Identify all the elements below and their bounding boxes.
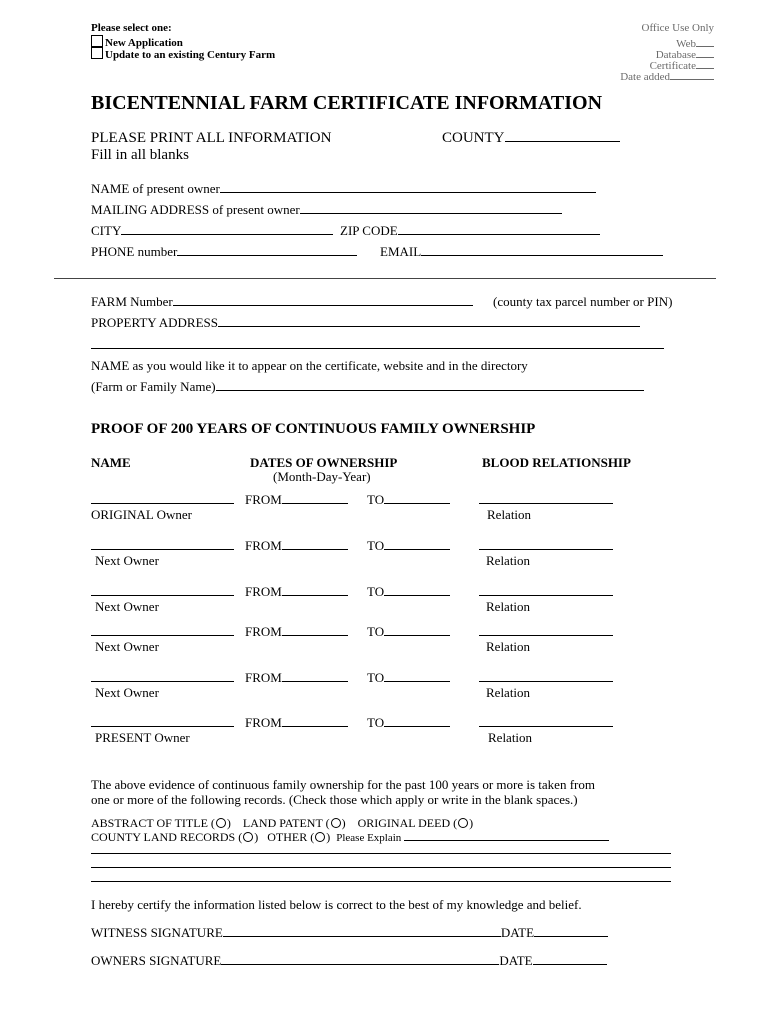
office-web: Web xyxy=(676,35,714,50)
from-field[interactable]: FROM xyxy=(245,492,348,508)
relation-line[interactable] xyxy=(479,670,613,686)
explain-line-2[interactable] xyxy=(91,867,671,868)
to-field[interactable]: TO xyxy=(367,538,450,554)
original-deed-label: ORIGINAL DEED ( xyxy=(357,816,458,830)
office-database: Database xyxy=(656,46,714,61)
to-field[interactable]: TO xyxy=(367,670,450,686)
office-date-added: Date added xyxy=(620,68,714,83)
property-address-field[interactable]: PROPERTY ADDRESS xyxy=(91,315,640,331)
county-field[interactable]: COUNTY xyxy=(442,130,620,147)
owner-name-line[interactable] xyxy=(91,538,234,554)
relation-label: Relation xyxy=(488,730,533,745)
relation-line[interactable] xyxy=(479,492,613,508)
col-dates-header: DATES OF OWNERSHIP xyxy=(250,455,398,470)
original-deed-radio[interactable] xyxy=(458,818,468,828)
option-update-label: Update to an existing Century Farm xyxy=(105,49,276,61)
owner-label: Next Owner xyxy=(95,639,159,654)
new-application-checkbox[interactable] xyxy=(91,35,103,47)
owner-label: PRESENT Owner xyxy=(95,730,190,745)
relation-line[interactable] xyxy=(479,584,613,600)
please-explain-field[interactable] xyxy=(404,829,609,841)
proof-heading: PROOF OF 200 YEARS OF CONTINUOUS FAMILY OWNERSHIP xyxy=(91,421,536,437)
col-name-header: NAME xyxy=(91,455,131,470)
zip-field[interactable]: ZIP CODE xyxy=(340,223,600,239)
from-field[interactable]: FROM xyxy=(245,670,348,686)
update-checkbox[interactable] xyxy=(91,47,103,59)
explain-line-1[interactable] xyxy=(91,853,671,854)
relation-line[interactable] xyxy=(479,538,613,554)
phone-field[interactable]: PHONE number xyxy=(91,244,357,260)
owner-name-line[interactable] xyxy=(91,584,234,600)
county-land-records-radio[interactable] xyxy=(243,832,253,842)
to-field[interactable]: TO xyxy=(367,624,450,640)
owner-name-line[interactable] xyxy=(91,624,234,640)
other-label: OTHER ( xyxy=(267,830,315,844)
office-certificate: Certificate xyxy=(650,57,714,72)
county-land-records-label: COUNTY LAND RECORDS ( xyxy=(91,830,243,844)
owner-name-field[interactable]: NAME of present owner xyxy=(91,181,596,197)
email-field[interactable]: EMAIL xyxy=(380,244,663,260)
owner-name-line[interactable] xyxy=(91,715,234,731)
evidence-options-row-2: COUNTY LAND RECORDS ( ) OTHER ( ) Please Explain xyxy=(91,829,609,845)
explain-line-3[interactable] xyxy=(91,881,671,882)
to-field[interactable]: TO xyxy=(367,584,450,600)
from-field[interactable]: FROM xyxy=(245,624,348,640)
owner-label: Next Owner xyxy=(95,553,159,568)
relation-label: Relation xyxy=(486,685,531,700)
cert-name-label: NAME as you would like it to appear on the certificate, website and in the directory xyxy=(91,358,528,373)
relation-label: Relation xyxy=(486,639,531,654)
owner-label: Next Owner xyxy=(95,685,159,700)
page-title: BICENTENNIAL FARM CERTIFICATE INFORMATION xyxy=(91,92,603,114)
mailing-address-field[interactable]: MAILING ADDRESS of present owner xyxy=(91,202,562,218)
owner-label: ORIGINAL Owner xyxy=(91,507,192,522)
relation-line[interactable] xyxy=(479,715,613,731)
abstract-of-title-label: ABSTRACT OF TITLE ( xyxy=(91,816,215,830)
property-address-line-2[interactable] xyxy=(91,348,664,349)
witness-signature-field[interactable]: WITNESS SIGNATURE DATE xyxy=(91,925,608,941)
farm-family-name-field[interactable]: (Farm or Family Name) xyxy=(91,379,644,395)
owner-name-line[interactable] xyxy=(91,492,234,508)
relation-label: Relation xyxy=(487,507,532,522)
option-new-label: New Application xyxy=(105,37,183,49)
land-patent-radio[interactable] xyxy=(331,818,341,828)
farm-number-field[interactable]: FARM Number xyxy=(91,294,473,310)
please-explain-label: Please Explain xyxy=(336,832,402,844)
from-field[interactable]: FROM xyxy=(245,715,348,731)
certify-statement: I hereby certify the information listed below is correct to the best of my knowledge and belief. xyxy=(91,897,582,912)
evidence-text-2: one or more of the following records. (Check those which apply or write in the blank spaces.) xyxy=(91,792,578,807)
abstract-of-title-radio[interactable] xyxy=(216,818,226,828)
land-patent-label: LAND PATENT ( xyxy=(242,816,330,830)
evidence-options-row-1: ABSTRACT OF TITLE ( ) LAND PATENT ( ) ORIGINAL DEED ( ) xyxy=(91,816,474,830)
print-instruction: PLEASE PRINT ALL INFORMATION xyxy=(91,130,332,146)
to-field[interactable]: TO xyxy=(367,715,450,731)
option-update[interactable] xyxy=(91,47,275,61)
col-dates-subheader: (Month-Day-Year) xyxy=(273,469,371,484)
relation-label: Relation xyxy=(486,599,531,614)
owners-signature-field[interactable]: OWNERS SIGNATURE DATE xyxy=(91,953,607,969)
evidence-text-1: The above evidence of continuous family ownership for the past 100 years or more is taken from xyxy=(91,777,595,792)
relation-label: Relation xyxy=(486,553,531,568)
owner-label: Next Owner xyxy=(95,599,159,614)
farm-number-note: (county tax parcel number or PIN) xyxy=(493,294,673,309)
owner-name-line[interactable] xyxy=(91,670,234,686)
to-field[interactable]: TO xyxy=(367,492,450,508)
from-field[interactable]: FROM xyxy=(245,538,348,554)
section-divider xyxy=(54,278,716,279)
col-relation-header: BLOOD RELATIONSHIP xyxy=(482,455,631,470)
office-use-title: Office Use Only xyxy=(641,22,714,34)
city-field[interactable]: CITY xyxy=(91,223,333,239)
other-radio[interactable] xyxy=(315,832,325,842)
fill-instruction: Fill in all blanks xyxy=(91,147,189,163)
from-field[interactable]: FROM xyxy=(245,584,348,600)
relation-line[interactable] xyxy=(479,624,613,640)
select-label: Please select one: xyxy=(91,22,172,34)
